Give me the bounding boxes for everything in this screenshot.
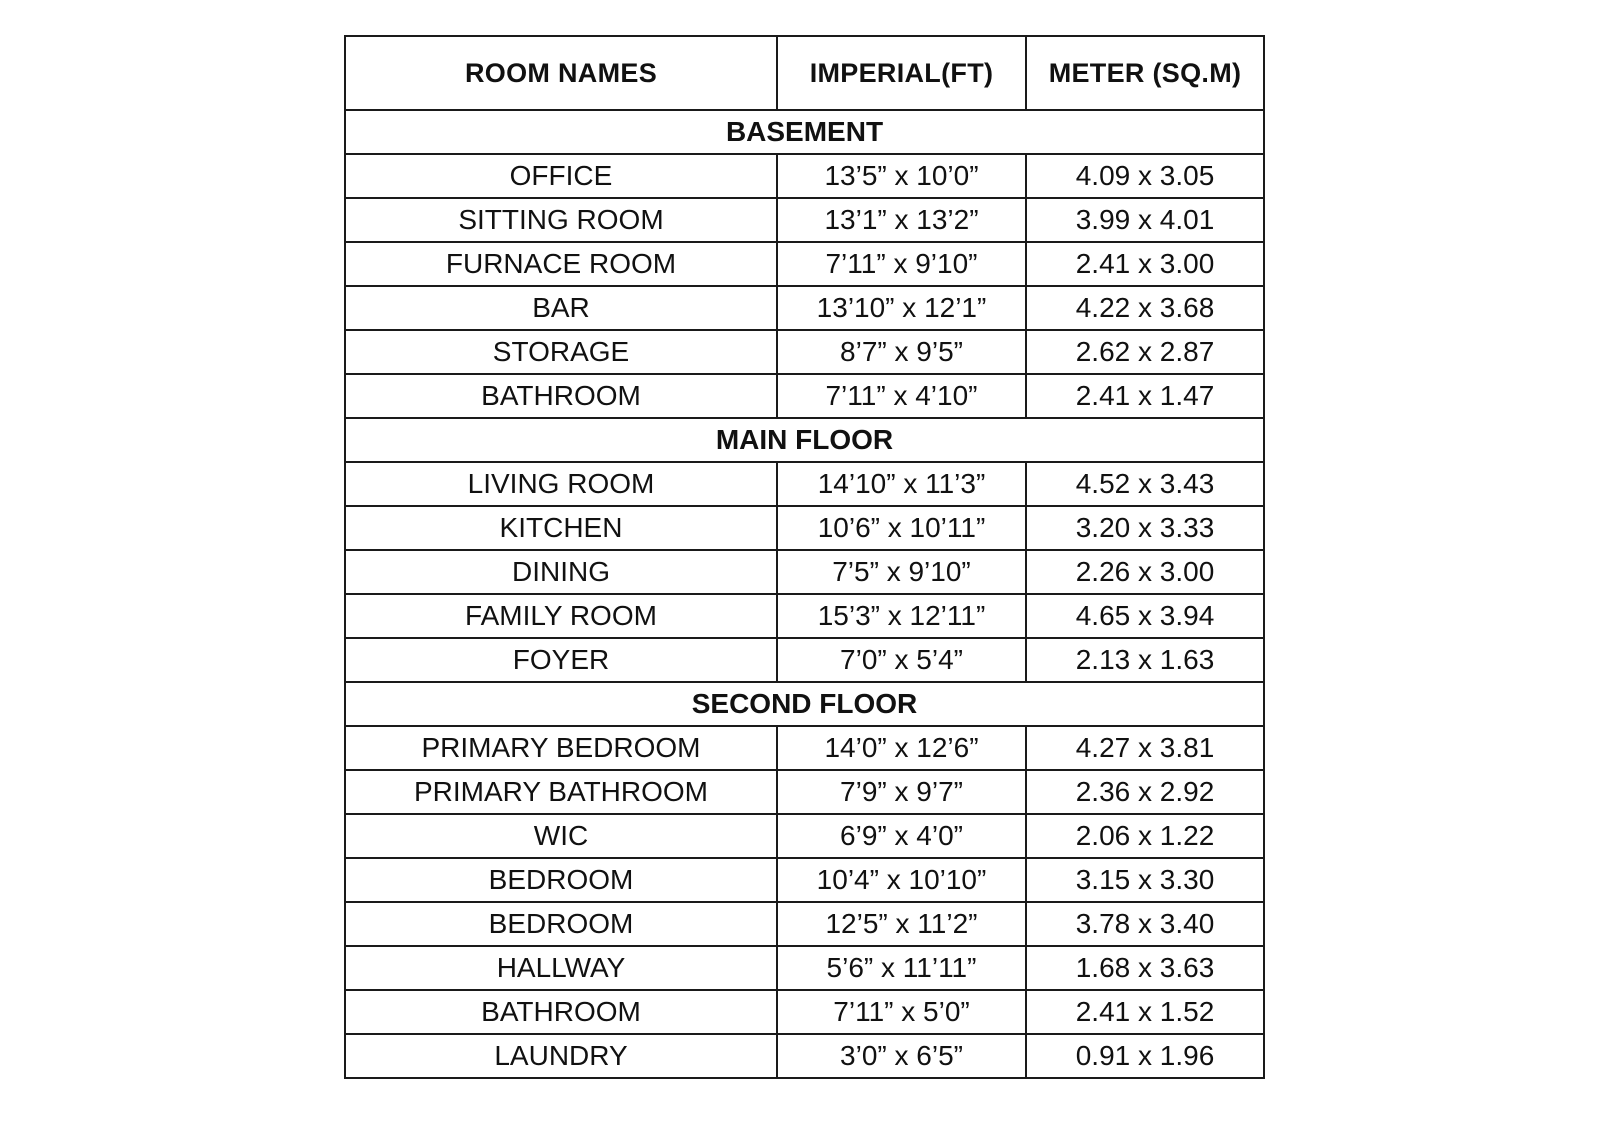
room-name-cell: LAUNDRY xyxy=(345,1034,777,1078)
header-meter: METER (SQ.M) xyxy=(1026,36,1264,110)
table-row xyxy=(345,154,1264,198)
imperial-size-cell: 7’5” x 9’10” xyxy=(777,550,1026,594)
imperial-size-cell: 15’3” x 12’11” xyxy=(777,594,1026,638)
room-name-cell: STORAGE xyxy=(345,330,777,374)
metric-size-cell: 4.09 x 3.05 xyxy=(1026,154,1264,198)
table-row xyxy=(345,902,1264,946)
imperial-size-cell: 14’0” x 12’6” xyxy=(777,726,1026,770)
imperial-size-cell: 6’9” x 4’0” xyxy=(777,814,1026,858)
room-dimensions-table xyxy=(344,35,1265,1079)
table-row xyxy=(345,594,1264,638)
section-title: MAIN FLOOR xyxy=(345,418,1264,462)
imperial-size-cell: 13’1” x 13’2” xyxy=(777,198,1026,242)
table-row xyxy=(345,1034,1264,1078)
room-name-cell: WIC xyxy=(345,814,777,858)
table-body xyxy=(345,110,1264,1078)
imperial-size-cell: 8’7” x 9’5” xyxy=(777,330,1026,374)
imperial-size-cell: 7’9” x 9’7” xyxy=(777,770,1026,814)
table-row xyxy=(345,946,1264,990)
room-name-cell: BATHROOM xyxy=(345,990,777,1034)
imperial-size-cell: 7’11” x 5’0” xyxy=(777,990,1026,1034)
imperial-size-cell: 13’10” x 12’1” xyxy=(777,286,1026,330)
metric-size-cell: 2.36 x 2.92 xyxy=(1026,770,1264,814)
imperial-size-cell: 7’11” x 9’10” xyxy=(777,242,1026,286)
table-row xyxy=(345,330,1264,374)
table-row xyxy=(345,374,1264,418)
table-row xyxy=(345,198,1264,242)
room-name-cell: FURNACE ROOM xyxy=(345,242,777,286)
room-name-cell: BEDROOM xyxy=(345,902,777,946)
room-name-cell: KITCHEN xyxy=(345,506,777,550)
section-row xyxy=(345,110,1264,154)
room-name-cell: SITTING ROOM xyxy=(345,198,777,242)
table-row xyxy=(345,770,1264,814)
room-name-cell: BATHROOM xyxy=(345,374,777,418)
room-name-cell: FAMILY ROOM xyxy=(345,594,777,638)
header-row xyxy=(345,36,1264,110)
imperial-size-cell: 13’5” x 10’0” xyxy=(777,154,1026,198)
header-room-names: ROOM NAMES xyxy=(345,36,777,110)
metric-size-cell: 2.26 x 3.00 xyxy=(1026,550,1264,594)
metric-size-cell: 4.52 x 3.43 xyxy=(1026,462,1264,506)
room-name-cell: LIVING ROOM xyxy=(345,462,777,506)
room-name-cell: DINING xyxy=(345,550,777,594)
imperial-size-cell: 14’10” x 11’3” xyxy=(777,462,1026,506)
metric-size-cell: 3.99 x 4.01 xyxy=(1026,198,1264,242)
table-row xyxy=(345,726,1264,770)
room-name-cell: BEDROOM xyxy=(345,858,777,902)
metric-size-cell: 2.41 x 1.52 xyxy=(1026,990,1264,1034)
room-name-cell: BAR xyxy=(345,286,777,330)
room-name-cell: FOYER xyxy=(345,638,777,682)
room-name-cell: PRIMARY BATHROOM xyxy=(345,770,777,814)
metric-size-cell: 4.27 x 3.81 xyxy=(1026,726,1264,770)
table-row xyxy=(345,990,1264,1034)
table-row xyxy=(345,506,1264,550)
metric-size-cell: 2.06 x 1.22 xyxy=(1026,814,1264,858)
imperial-size-cell: 10’6” x 10’11” xyxy=(777,506,1026,550)
room-name-cell: OFFICE xyxy=(345,154,777,198)
table-row xyxy=(345,858,1264,902)
metric-size-cell: 4.22 x 3.68 xyxy=(1026,286,1264,330)
table-row xyxy=(345,550,1264,594)
metric-size-cell: 0.91 x 1.96 xyxy=(1026,1034,1264,1078)
table-row xyxy=(345,814,1264,858)
table-row xyxy=(345,286,1264,330)
room-name-cell: HALLWAY xyxy=(345,946,777,990)
table-row xyxy=(345,462,1264,506)
header-imperial: IMPERIAL(FT) xyxy=(777,36,1026,110)
metric-size-cell: 2.41 x 1.47 xyxy=(1026,374,1264,418)
imperial-size-cell: 7’0” x 5’4” xyxy=(777,638,1026,682)
table-row xyxy=(345,242,1264,286)
imperial-size-cell: 10’4” x 10’10” xyxy=(777,858,1026,902)
imperial-size-cell: 12’5” x 11’2” xyxy=(777,902,1026,946)
metric-size-cell: 3.20 x 3.33 xyxy=(1026,506,1264,550)
table-header xyxy=(345,36,1264,110)
section-title: BASEMENT xyxy=(345,110,1264,154)
section-row xyxy=(345,418,1264,462)
metric-size-cell: 2.62 x 2.87 xyxy=(1026,330,1264,374)
metric-size-cell: 3.15 x 3.30 xyxy=(1026,858,1264,902)
metric-size-cell: 2.41 x 3.00 xyxy=(1026,242,1264,286)
room-name-cell: PRIMARY BEDROOM xyxy=(345,726,777,770)
metric-size-cell: 4.65 x 3.94 xyxy=(1026,594,1264,638)
section-title: SECOND FLOOR xyxy=(345,682,1264,726)
metric-size-cell: 1.68 x 3.63 xyxy=(1026,946,1264,990)
section-row xyxy=(345,682,1264,726)
imperial-size-cell: 5’6” x 11’11” xyxy=(777,946,1026,990)
imperial-size-cell: 7’11” x 4’10” xyxy=(777,374,1026,418)
table-row xyxy=(345,638,1264,682)
metric-size-cell: 2.13 x 1.63 xyxy=(1026,638,1264,682)
imperial-size-cell: 3’0” x 6’5” xyxy=(777,1034,1026,1078)
metric-size-cell: 3.78 x 3.40 xyxy=(1026,902,1264,946)
